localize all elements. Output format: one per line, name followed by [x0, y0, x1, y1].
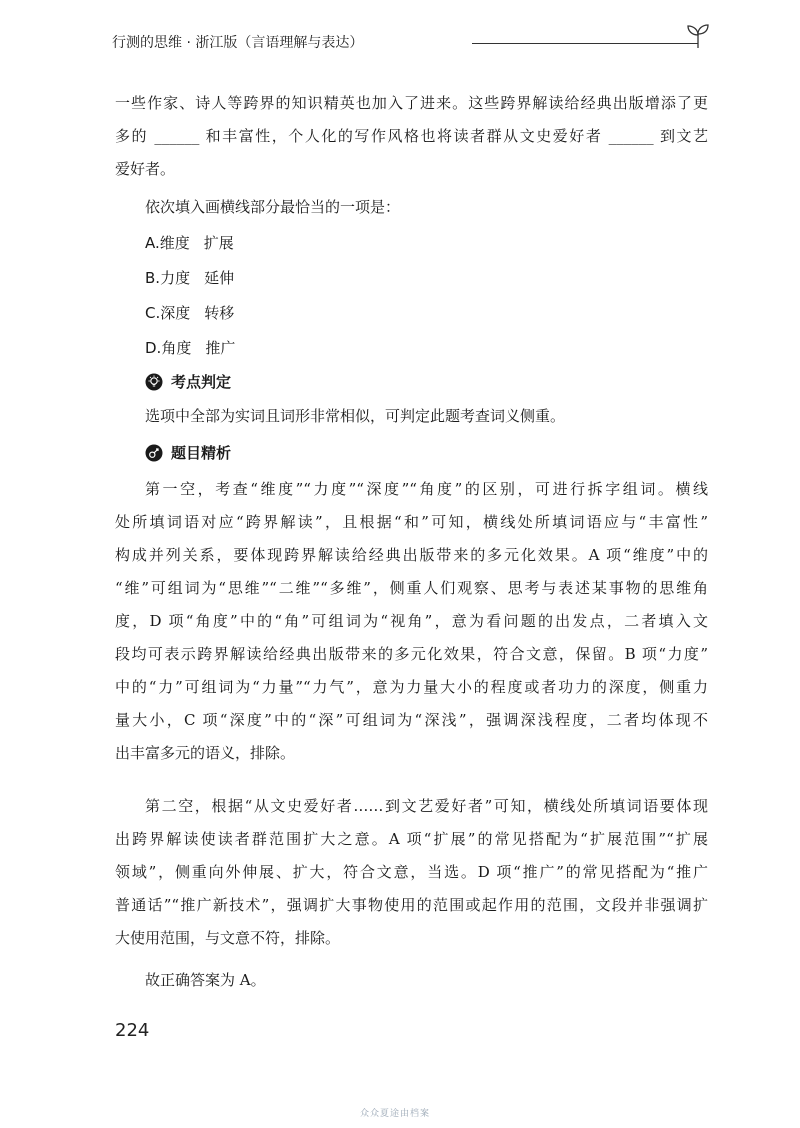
analysis-line: 出丰富多元的语义，排除。 [115, 744, 296, 762]
analysis-line: 处所填词语对应“跨界解读”，且根据“和”可知，横线处所填词语应与“丰富性” [115, 513, 708, 531]
analysis-line: “维”可组词为“思维”“二维”“多维”，侧重人们观察、思考与表述某事物的思维角 [115, 579, 708, 597]
option-word-2: 扩展 [203, 234, 234, 252]
analysis-line: 构成并列关系，要体现跨界解读给经典出版带来的多元化效果。A 项“维度”中的 [115, 546, 708, 564]
option-b [145, 261, 235, 296]
analysis-line: 量大小，C 项“深度”中的“深”可组词为“深浅”，强调深浅程度，二者均体现不 [115, 711, 708, 729]
section-jingxi-heading [145, 441, 231, 465]
header-rule [472, 43, 698, 44]
answer-options [145, 226, 235, 366]
option-letter: C. [145, 304, 161, 322]
analysis-line: 第一空，考查“维度”“力度”“深度”“角度”的区别，可进行拆字组词。横线 [145, 480, 708, 498]
answer-line: 故正确答案为 A。 [145, 971, 266, 989]
intro-line: 一些作家、诗人等跨界的知识精英也加入了进来。这些跨界解读给经典出版增添了更 [115, 94, 708, 112]
option-word-1: 深度 [160, 304, 191, 322]
scan-watermark: 众众夏途由档案 [360, 1109, 431, 1119]
option-word-2: 延伸 [204, 269, 235, 287]
option-word-1: 力度 [160, 269, 191, 287]
analysis-line: 段均可表示跨界解读给经典出版带来的多元化效果，符合文意，保留。B 项“力度” [115, 645, 708, 663]
intro-paragraph [115, 87, 708, 186]
running-header [112, 22, 712, 52]
option-word-1: 维度 [159, 234, 190, 252]
option-c [145, 296, 235, 331]
section-kaodian-heading [145, 370, 231, 394]
option-letter: D. [145, 339, 162, 357]
kaodian-text: 选项中全部为实词且词形非常相似，可判定此题考查词义侧重。 [145, 407, 566, 425]
header-title: 行测的思维 · 浙江版（言语理解与表达） [112, 32, 369, 52]
analysis-line: 领域”，侧重向外伸展、扩大，符合文意，当选。D 项“推广”的常见搭配为“推广 [115, 863, 708, 881]
question-stem: 依次填入画横线部分最恰当的一项是： [145, 198, 401, 216]
page-number: 224 [115, 1020, 150, 1041]
analysis-paragraph-2 [115, 790, 708, 955]
option-letter: A. [145, 234, 160, 252]
sprout-icon [684, 22, 712, 50]
section-title: 题目精析 [171, 444, 232, 462]
analysis-line: 中的“力”可组词为“力量”“力气”，意为力量大小的程度或者功力的深度，侧重力 [115, 678, 708, 696]
analysis-paragraph-1 [115, 473, 708, 770]
option-d [145, 331, 235, 366]
intro-line: 爱好者。 [115, 160, 176, 178]
analysis-line: 普通话”“推广新技术”，强调扩大事物使用的范围或起作用的范围，文段并非强调扩 [115, 896, 708, 914]
analysis-line: 第二空，根据“从文史爱好者……到文艺爱好者”可知，横线处所填词语要体现 [145, 797, 708, 815]
option-word-1: 角度 [161, 339, 192, 357]
bulb-icon [145, 373, 163, 391]
analysis-line: 出跨界解读使读者群范围扩大之意。A 项“扩展”的常见搭配为“扩展范围”“扩展 [115, 830, 708, 848]
option-word-2: 转移 [204, 304, 235, 322]
analysis-line: 度，D 项“角度”中的“角”可组词为“视角”，意为看问题的出发点，二者填入文 [115, 612, 708, 630]
option-letter: B. [145, 269, 161, 287]
answer-paragraph [115, 964, 708, 997]
option-a [145, 226, 235, 261]
section-title: 考点判定 [171, 373, 232, 391]
option-word-2: 推广 [205, 339, 236, 357]
analysis-line: 大使用范围，与文意不符，排除。 [115, 929, 341, 947]
intro-line: 多的 ______ 和丰富性，个人化的写作风格也将读者群从文史爱好者 ______ 到文艺 [115, 127, 708, 145]
pen-icon [145, 444, 163, 462]
